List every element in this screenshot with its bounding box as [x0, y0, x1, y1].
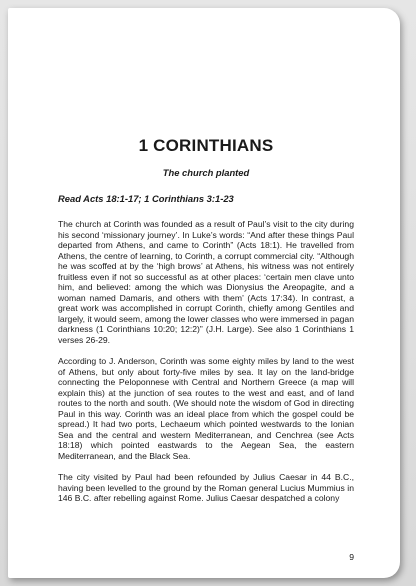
chapter-subtitle: The church planted [162, 167, 250, 178]
body-paragraph-1: The church at Corinth was founded as a result of Paul’s visit to the city during his second ‘missionary journey’. In Luke’s words: “And after these things Paul departed from Athens, and came to Corinth” (Acts 18:1). He travelled from Athens, the centre of learning, to Corinth, a corrupt commercial city. “Although he was scoffed at by the ‘high brows’ at Athens, his witness was not entirely fruitless even if not so successful as at other places: ‘certain men clave unto him, and believed: among the which was Dionysius the Areopagite, and a woman named Damaris, and others with them’ (Acts 17:34). In contrast, a great work was accomplished in corrupt Corinth, chiefly among Gentiles and largely, it would seem, among the lower classes who were immersed in pagan darkness (1 Corinthians 10:20; 12:2)” (J.H. Large). See also 1 Corinthians 1 verses 26-29. [58, 219, 354, 346]
book-page [8, 8, 400, 578]
page-content [58, 136, 354, 514]
chapter-title: 1 CORINTHIANS [138, 136, 274, 155]
page-number: 9 [349, 552, 354, 562]
body-paragraph-2: According to J. Anderson, Corinth was some eighty miles by land to the west of Athens, but only about forty-five miles by sea. It lay on the land-bridge connecting the Peloponnese with Central and Northern Greece (a map will explain this) at the junction of sea routes to the west and east, and of land routes to the north and south. (We should note the wisdom of God in directing Paul in this way. Corinth was an ideal place from which the gospel could be spread.) It had two ports, Lechaeum which pointed westwards to the Ionian Sea and the central and western Mediterranean, and Cenchrea (see Acts 18:18) which pointed eastwards to the Aegean Sea, the eastern Mediterranean, and the Black Sea. [58, 356, 354, 461]
body-paragraph-3: The city visited by Paul had been refounded by Julius Caesar in 44 B.C., having been levelled to the ground by the Roman general Lucius Mummius in 146 B.C. after rebelling against Rome. Julius Caesar despatched a colony [58, 472, 354, 504]
reading-reference: Read Acts 18:1-17; 1 Corinthians 3:1-23 [58, 193, 234, 204]
